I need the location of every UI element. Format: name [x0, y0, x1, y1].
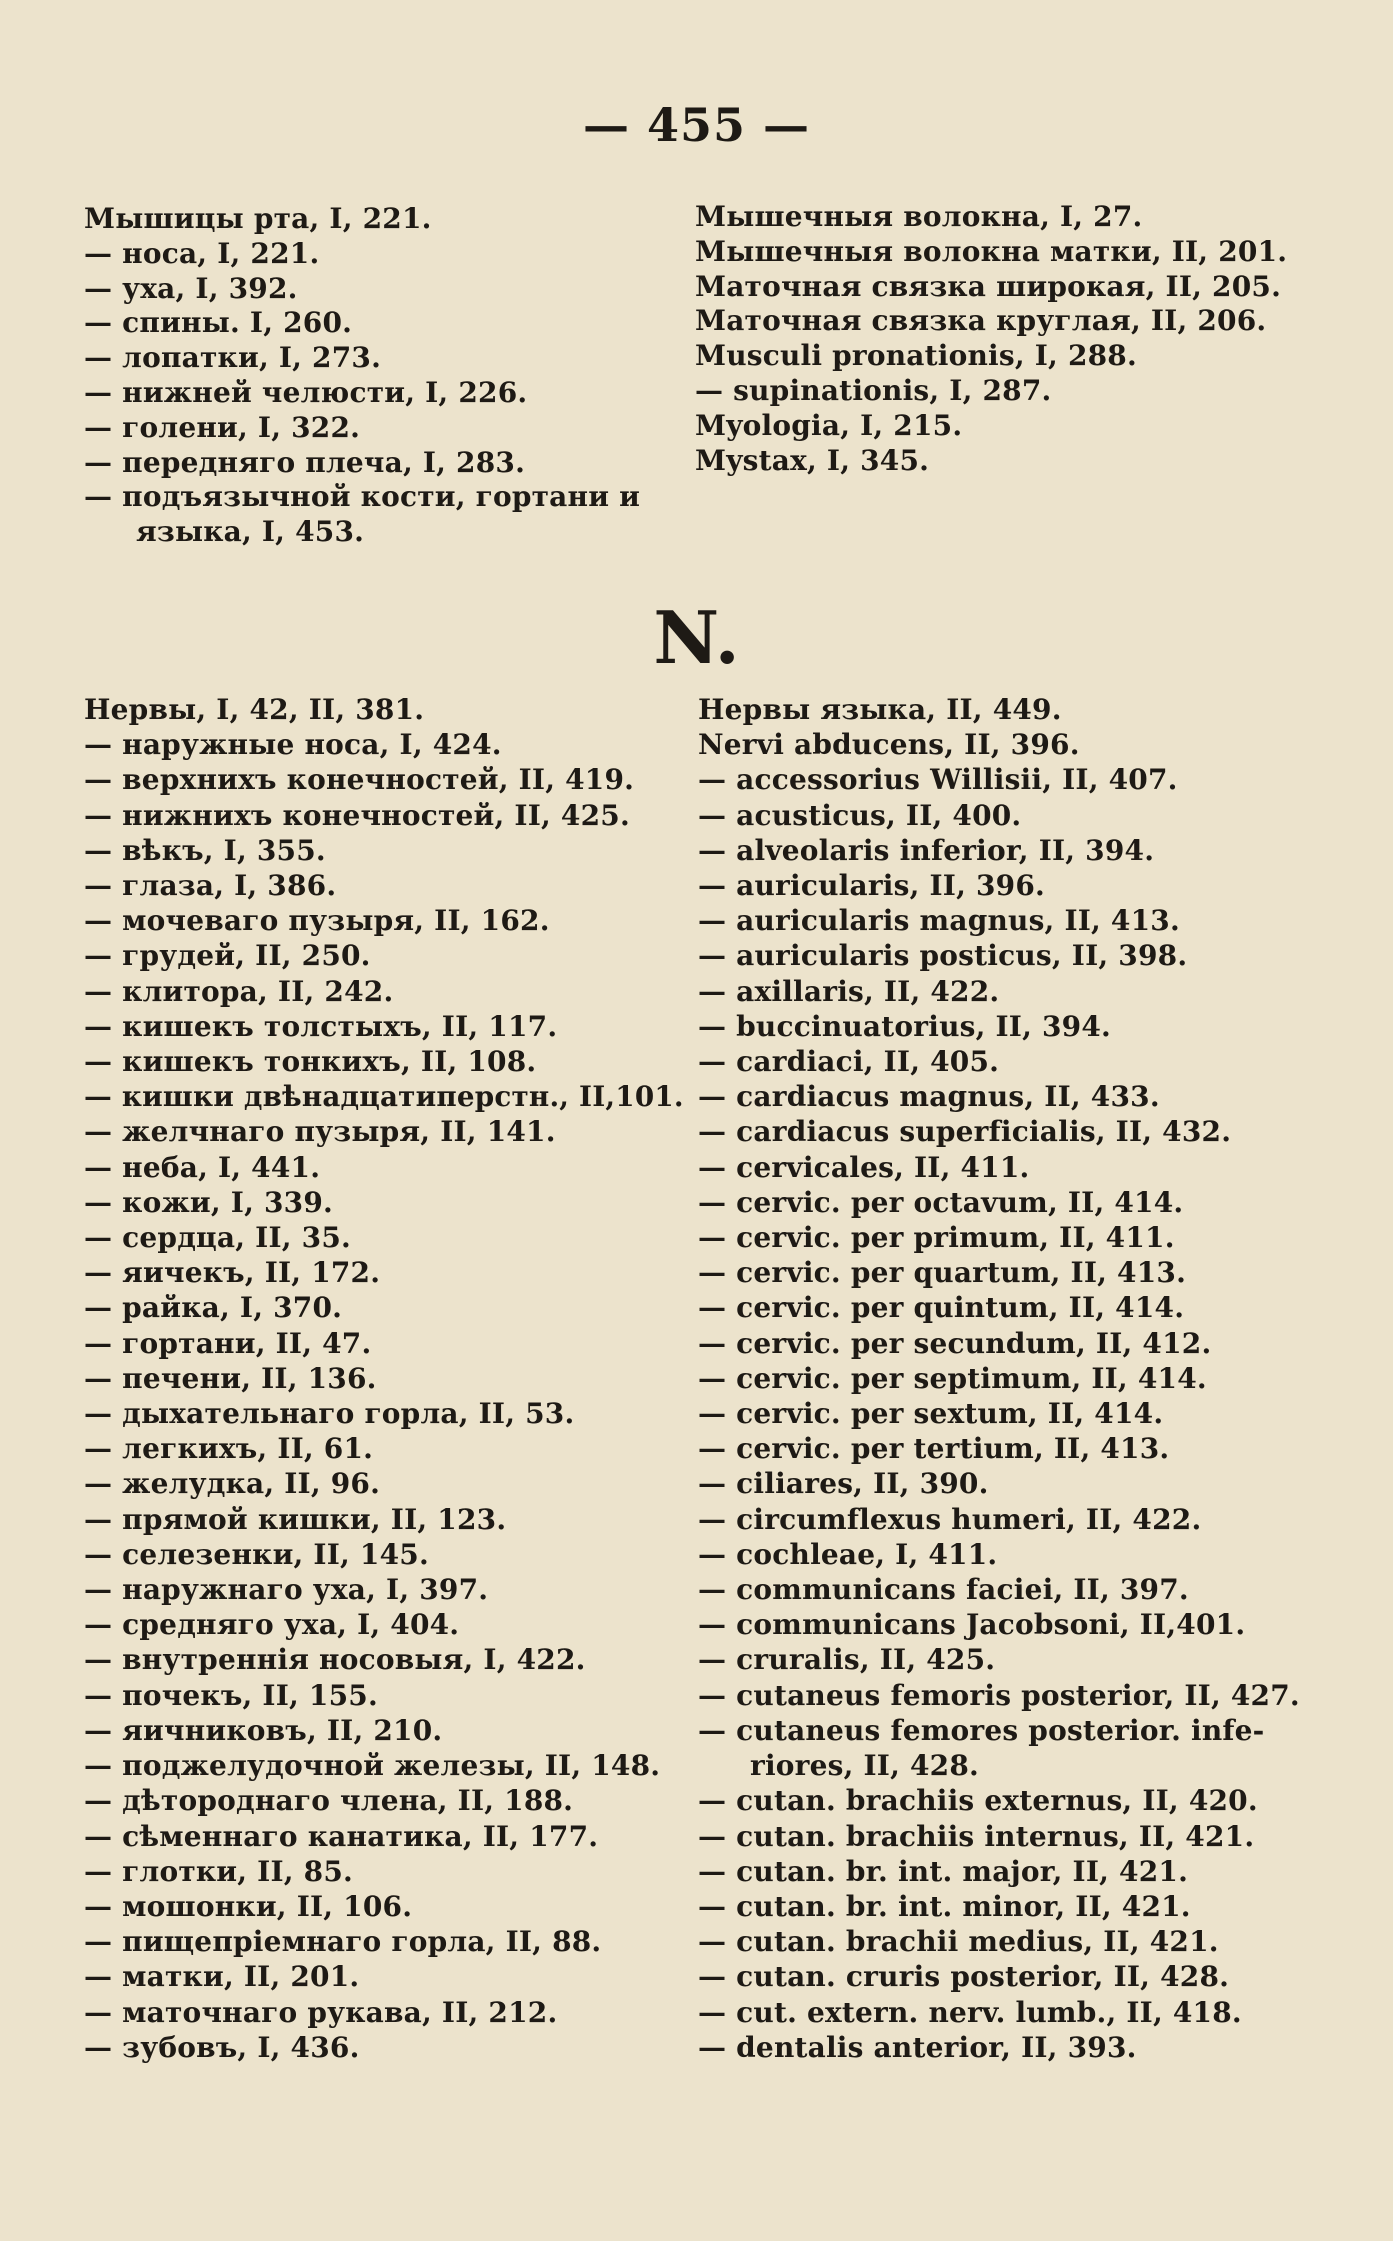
index-entry: — auricularis magnus, II, 413.	[698, 904, 1180, 938]
index-entry: — cervic. per tertium, II, 413.	[698, 1432, 1170, 1466]
index-entry: — глотки, II, 85.	[84, 1854, 353, 1888]
index-entry: — cervic. per sextum, II, 414.	[698, 1397, 1164, 1431]
index-entry: — ciliares, II, 390.	[698, 1467, 989, 1501]
index-entry: — cervic. per septimum, II, 414.	[698, 1361, 1207, 1395]
index-entry: Мышечныя волокна матки, II, 201.	[695, 234, 1288, 268]
bottom-right-column	[698, 692, 1318, 2065]
index-entry: Musculi pronationis, I, 288.	[695, 339, 1137, 373]
index-entry: — кишки двѣнадцатиперстн., II,101.	[84, 1080, 684, 1114]
index-entry: — cruralis, II, 425.	[698, 1643, 996, 1677]
index-entry: — поджелудочной железы, II, 148.	[84, 1749, 661, 1783]
index-entry: — acusticus, II, 400.	[698, 798, 1022, 832]
index-entry: — мошонки, II, 106.	[84, 1889, 413, 1923]
index-entry: — голени, I, 322.	[84, 410, 361, 444]
index-entry: — верхнихъ конечностей, II, 419.	[84, 763, 635, 797]
index-entry: — маточнаго рукава, II, 212.	[84, 1995, 558, 2029]
index-entry: — носа, I, 221.	[84, 236, 320, 270]
index-entry: — почекъ, II, 155.	[84, 1678, 378, 1712]
index-entry: — cutaneus femoris posterior, II, 427.	[698, 1678, 1300, 1712]
index-entry-continuation: языка, I, 453.	[136, 515, 365, 549]
index-entry: — cardiacus superficialis, II, 432.	[698, 1115, 1232, 1149]
bottom-left-column	[84, 692, 684, 2065]
index-entry: — печени, II, 136.	[84, 1361, 377, 1395]
index-entry: — auricularis, II, 396.	[698, 869, 1045, 903]
index-entry: — кишекъ тонкихъ, II, 108.	[84, 1045, 537, 1079]
index-entry: — cut. extern. nerv. lumb., II, 418.	[698, 1995, 1242, 2029]
index-entry: Mystax, I, 345.	[695, 443, 930, 477]
index-entry: — dentalis anterior, II, 393.	[698, 2030, 1137, 2064]
index-entry: — вѣкъ, I, 355.	[84, 833, 326, 867]
index-entry: — cutan. br. int. major, II, 421.	[698, 1854, 1189, 1888]
index-entry: — buccinuatorius, II, 394.	[698, 1009, 1111, 1043]
index-entry: — circumflexus humeri, II, 422.	[698, 1502, 1202, 1536]
index-entry: Мышечныя волокна, I, 27.	[695, 200, 1143, 233]
index-entry: — cardiaci, II, 405.	[698, 1045, 1000, 1079]
index-entry: — cutan. brachii medius, II, 421.	[698, 1925, 1219, 1959]
index-entry: Нервы языка, II, 449.	[698, 693, 1062, 726]
index-entry: — cutan. brachiis externus, II, 420.	[698, 1784, 1258, 1818]
index-entry: — communicans Jacobsoni, II,401.	[698, 1608, 1246, 1642]
index-entry: — сердца, II, 35.	[84, 1221, 351, 1255]
index-entry: Маточная связка круглая, II, 206.	[695, 304, 1267, 338]
index-entry: — нижнихъ конечностей, II, 425.	[84, 798, 630, 832]
index-entry: — alveolaris inferior, II, 394.	[698, 833, 1155, 867]
index-entry: — кожи, I, 339.	[84, 1185, 333, 1219]
index-entry: — матки, II, 201.	[84, 1960, 360, 1994]
index-entry: — средняго уха, I, 404.	[84, 1608, 460, 1642]
index-entry: — зубовъ, I, 436.	[84, 2030, 360, 2064]
index-entry: Nervi abducens, II, 396.	[698, 728, 1080, 762]
section-heading: N.	[653, 595, 740, 680]
index-entry: — райка, I, 370.	[84, 1291, 343, 1325]
index-entry: — cochleae, I, 411.	[698, 1537, 998, 1571]
index-entry: — спины. I, 260.	[84, 306, 353, 340]
index-entry: — cervic. per primum, II, 411.	[698, 1221, 1175, 1255]
index-entry: — cutan. cruris posterior, II, 428.	[698, 1960, 1230, 1994]
index-entry: — дыхательнаго горла, II, 53.	[84, 1397, 575, 1431]
index-entry: Мышицы рта, I, 221.	[84, 202, 432, 235]
index-entry: — accessorius Willisii, II, 407.	[698, 763, 1178, 797]
index-entry: — желчнаго пузыря, II, 141.	[84, 1115, 556, 1149]
index-entry: — кишекъ толстыхъ, II, 117.	[84, 1009, 558, 1043]
index-entry: — cervic. per secundum, II, 412.	[698, 1326, 1212, 1360]
index-entry: — наружные носа, I, 424.	[84, 728, 502, 762]
index-entry-continuation: riores, II, 428.	[750, 1749, 979, 1783]
index-entry: — cervicales, II, 411.	[698, 1150, 1030, 1184]
index-entry: — глаза, I, 386.	[84, 869, 337, 903]
top-right-column	[695, 200, 1315, 478]
index-entry: Нервы, I, 42, II, 381.	[84, 693, 425, 726]
index-entry: — сѣменнаго канатика, II, 177.	[84, 1819, 599, 1853]
index-entry: Маточная связка широкая, II, 205.	[695, 269, 1282, 303]
index-entry: — мочеваго пузыря, II, 162.	[84, 904, 550, 938]
index-entry: — желудка, II, 96.	[84, 1467, 381, 1501]
index-entry: — пищепріемнаго горла, II, 88.	[84, 1925, 602, 1959]
index-entry: — cervic. per quintum, II, 414.	[698, 1291, 1185, 1325]
index-entry: — селезенки, II, 145.	[84, 1537, 429, 1571]
index-entry: — cervic. per quartum, II, 413.	[698, 1256, 1187, 1290]
index-entry: — клитора, II, 242.	[84, 974, 394, 1008]
index-entry: — axillaris, II, 422.	[698, 974, 1000, 1008]
index-entry: — лопатки, I, 273.	[84, 341, 382, 375]
index-entry: — cardiacus magnus, II, 433.	[698, 1080, 1160, 1114]
index-entry: — яичниковъ, II, 210.	[84, 1713, 443, 1747]
index-entry: — передняго плеча, I, 283.	[84, 445, 526, 479]
page-number: — 455 —	[582, 98, 811, 152]
index-entry: — дѣтороднаго члена, II, 188.	[84, 1784, 574, 1818]
top-left-column	[84, 202, 674, 550]
index-entry: — прямой кишки, II, 123.	[84, 1502, 507, 1536]
index-entry: — cervic. per octavum, II, 414.	[698, 1185, 1184, 1219]
index-entry: — уха, I, 392.	[84, 271, 298, 305]
index-entry: — яичекъ, II, 172.	[84, 1256, 381, 1290]
index-entry: Myologia, I, 215.	[695, 408, 963, 442]
index-entry: — подъязычной кости, гортани и	[84, 480, 641, 514]
index-entry: — грудей, II, 250.	[84, 939, 371, 973]
index-entry: — auricularis posticus, II, 398.	[698, 939, 1188, 973]
index-entry: — внутреннія носовыя, I, 422.	[84, 1643, 586, 1677]
index-entry: — cutaneus femores posterior. infe-	[698, 1713, 1265, 1747]
index-entry: — наружнаго уха, I, 397.	[84, 1573, 489, 1607]
index-entry: — неба, I, 441.	[84, 1150, 321, 1184]
index-entry: — гортани, II, 47.	[84, 1326, 372, 1360]
index-entry: — communicans faciei, II, 397.	[698, 1573, 1189, 1607]
index-entry: — supinationis, I, 287.	[695, 373, 1052, 407]
index-entry: — легкихъ, II, 61.	[84, 1432, 374, 1466]
index-entry: — cutan. brachiis internus, II, 421.	[698, 1819, 1255, 1853]
index-entry: — нижней челюсти, I, 226.	[84, 375, 528, 409]
index-entry: — cutan. br. int. minor, II, 421.	[698, 1889, 1191, 1923]
